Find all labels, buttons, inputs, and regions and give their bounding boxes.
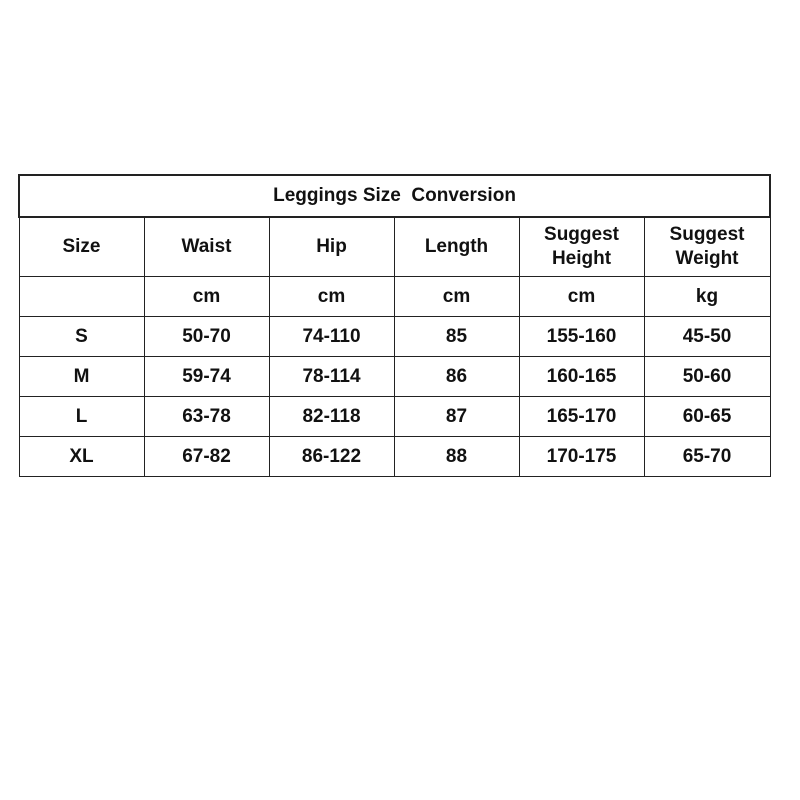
cell-height: 160-165 bbox=[519, 357, 644, 397]
header-cell-size bbox=[19, 217, 144, 277]
cell-weight: 65-70 bbox=[644, 437, 770, 477]
cell-waist: 63-78 bbox=[144, 397, 269, 437]
unit-cell-length: cm bbox=[394, 277, 519, 317]
table-row-xl bbox=[19, 437, 770, 477]
cell-hip: 82-118 bbox=[269, 397, 394, 437]
table-title-cell bbox=[19, 175, 770, 217]
cell-height: 155-160 bbox=[519, 317, 644, 357]
table-row-m bbox=[19, 357, 770, 397]
cell-hip: 74-110 bbox=[269, 317, 394, 357]
cell-hip: 86-122 bbox=[269, 437, 394, 477]
table-title: Leggings Size Conversion bbox=[273, 185, 516, 206]
cell-weight: 60-65 bbox=[644, 397, 770, 437]
table-row-l bbox=[19, 397, 770, 437]
cell-length: 85 bbox=[394, 317, 519, 357]
header-cell-length bbox=[394, 217, 519, 277]
unit-row bbox=[19, 277, 770, 317]
cell-length: 87 bbox=[394, 397, 519, 437]
header-suggest-height: Suggest Height bbox=[544, 224, 619, 269]
header-suggest-weight: Suggest Weight bbox=[669, 224, 745, 269]
size-conversion-table bbox=[18, 174, 771, 477]
header-row bbox=[19, 217, 770, 277]
unit-cell-height: cm bbox=[519, 277, 644, 317]
header-cell-hip bbox=[269, 217, 394, 277]
unit-cell-waist: cm bbox=[144, 277, 269, 317]
cell-weight: 45-50 bbox=[644, 317, 770, 357]
table-row-s bbox=[19, 317, 770, 357]
unit-cell-weight: kg bbox=[644, 277, 770, 317]
cell-height: 165-170 bbox=[519, 397, 644, 437]
cell-size: M bbox=[19, 357, 144, 397]
header-cell-suggest-height bbox=[519, 217, 644, 277]
cell-size: L bbox=[19, 397, 144, 437]
header-length: Length bbox=[424, 236, 489, 257]
cell-weight: 50-60 bbox=[644, 357, 770, 397]
cell-hip: 78-114 bbox=[269, 357, 394, 397]
cell-waist: 67-82 bbox=[144, 437, 269, 477]
header-size: Size bbox=[62, 236, 101, 257]
header-cell-suggest-weight bbox=[644, 217, 770, 277]
header-waist: Waist bbox=[181, 236, 232, 257]
cell-height: 170-175 bbox=[519, 437, 644, 477]
unit-cell-hip: cm bbox=[269, 277, 394, 317]
unit-cell-size bbox=[19, 277, 144, 317]
header-cell-waist bbox=[144, 217, 269, 277]
cell-size: S bbox=[19, 317, 144, 357]
header-hip: Hip bbox=[316, 236, 347, 257]
cell-waist: 50-70 bbox=[144, 317, 269, 357]
cell-length: 86 bbox=[394, 357, 519, 397]
cell-size: XL bbox=[19, 437, 144, 477]
title-row bbox=[19, 175, 770, 217]
cell-waist: 59-74 bbox=[144, 357, 269, 397]
cell-length: 88 bbox=[394, 437, 519, 477]
